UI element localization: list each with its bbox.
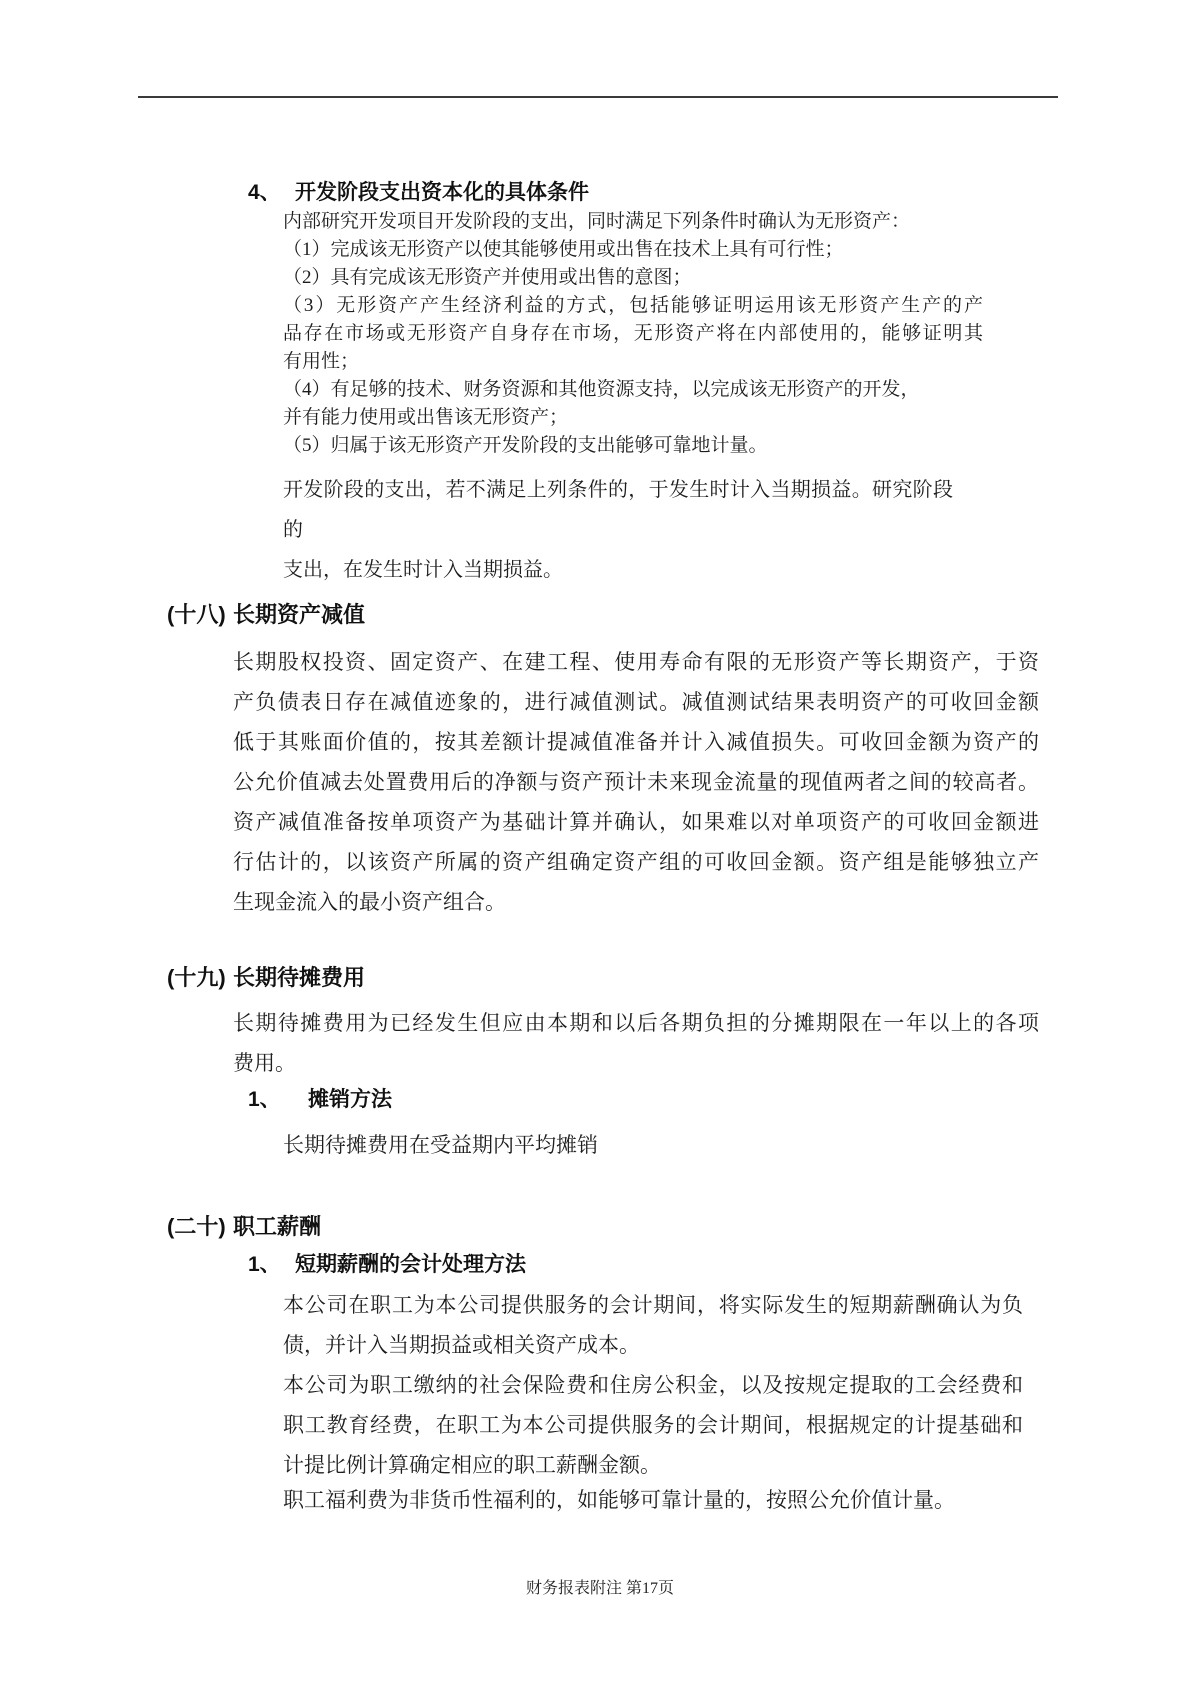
paragraph-line: （2）具有完成该无形资产并使用或出售的意图； <box>283 267 692 288</box>
paragraph-line: 内部研究开发项目开发阶段的支出，同时满足下列条件时确认为无形资产： <box>283 211 911 232</box>
subsection-20-1-heading <box>248 1251 526 1279</box>
subsection-20-1-paragraph-3 <box>283 1480 1023 1520</box>
subsection-20-1-paragraph-2 <box>283 1365 1023 1485</box>
paragraph-line: （3）无形资产产生经济利益的方式，包括能够证明运用该无形资产生产的产 <box>283 295 983 316</box>
section-title: 长期待摊费用 <box>233 965 366 990</box>
section-19-paragraph <box>233 1003 1039 1083</box>
subsection-20-1-paragraph-1 <box>283 1285 1023 1365</box>
paragraph-line: 职工教育经费，在职工为本公司提供服务的会计期间，根据规定的计提基础和 <box>283 1413 1023 1437</box>
section-19-heading <box>167 964 365 992</box>
paragraph-line: 债，并计入当期损益或相关资产成本。 <box>283 1333 640 1357</box>
header-rule <box>138 96 1058 98</box>
section-18-paragraph <box>233 642 1039 922</box>
subsection-4-body <box>283 208 983 460</box>
paragraph-line: 本公司在职工为本公司提供服务的会计期间，将实际发生的短期薪酬确认为负 <box>283 1293 1023 1317</box>
subsection-19-1-body <box>283 1125 1023 1165</box>
section-title: 长期资产减值 <box>233 602 366 627</box>
page-footer: 财务报表附注 第17页 <box>525 1580 674 1597</box>
paragraph-line: 长期待摊费用在受益期内平均摊销 <box>283 1133 598 1157</box>
subsection-title: 摊销方法 <box>308 1088 392 1111</box>
subsection-number: 4、 <box>248 181 281 204</box>
paragraph-line: （5）归属于该无形资产开发阶段的支出能够可靠地计量。 <box>283 435 768 456</box>
subsection-number: 1、 <box>248 1253 281 1276</box>
section-label: (十八) <box>167 602 226 627</box>
subsection-19-1-heading <box>248 1086 392 1114</box>
section-label: (二十) <box>167 1214 226 1239</box>
paragraph-line: 资产减值准备按单项资产为基础计算并确认，如果难以对单项资产的可收回金额进 <box>233 810 1039 834</box>
subsection-title: 开发阶段支出资本化的具体条件 <box>295 181 589 204</box>
section-18-heading <box>167 601 365 629</box>
paragraph-line: 公允价值减去处置费用后的净额与资产预计未来现金流量的现值两者之间的较高者。 <box>233 770 1039 794</box>
paragraph-line: 职工福利费为非货币性福利的，如能够可靠计量的，按照公允价值计量。 <box>283 1488 955 1512</box>
subsection-4-heading <box>248 179 589 207</box>
paragraph-line: 有用性； <box>283 351 360 372</box>
subsection-title: 短期薪酬的会计处理方法 <box>295 1253 526 1276</box>
paragraph-line: 生现金流入的最小资产组合。 <box>233 890 506 914</box>
paragraph-line: （1）完成该无形资产以使其能够使用或出售在技术上具有可行性； <box>283 239 844 260</box>
section-label: (十九) <box>167 965 226 990</box>
paragraph-line: 长期股权投资、固定资产、在建工程、使用寿命有限的无形资产等长期资产，于资 <box>233 650 1039 674</box>
paragraph-line: 并有能力使用或出售该无形资产； <box>283 407 569 428</box>
subsection-4-note <box>283 470 953 590</box>
paragraph-line: 开发阶段的支出，若不满足上列条件的，于发生时计入当期损益。研究阶段的 <box>283 479 953 541</box>
paragraph-line: 长期待摊费用为已经发生但应由本期和以后各期负担的分摊期限在一年以上的各项 <box>233 1011 1039 1035</box>
paragraph-line: 计提比例计算确定相应的职工薪酬金额。 <box>283 1453 661 1477</box>
paragraph-line: 本公司为职工缴纳的社会保险费和住房公积金，以及按规定提取的工会经费和 <box>283 1373 1023 1397</box>
subsection-number: 1、 <box>248 1088 281 1111</box>
paragraph-line: 费用。 <box>233 1051 296 1075</box>
paragraph-line: 行估计的，以该资产所属的资产组确定资产组的可收回金额。资产组是能够独立产 <box>233 850 1039 874</box>
paragraph-line: 品存在市场或无形资产自身存在市场，无形资产将在内部使用的，能够证明其 <box>283 323 983 344</box>
section-20-heading <box>167 1213 321 1241</box>
paragraph-line: 产负债表日存在减值迹象的，进行减值测试。减值测试结果表明资产的可收回金额 <box>233 690 1039 714</box>
paragraph-line: （4）有足够的技术、财务资源和其他资源支持，以完成该无形资产的开发， <box>283 379 920 400</box>
paragraph-line: 低于其账面价值的，按其差额计提减值准备并计入减值损失。可收回金额为资产的 <box>233 730 1039 754</box>
section-title: 职工薪酬 <box>233 1214 322 1239</box>
paragraph-line: 支出，在发生时计入当期损益。 <box>283 559 563 581</box>
